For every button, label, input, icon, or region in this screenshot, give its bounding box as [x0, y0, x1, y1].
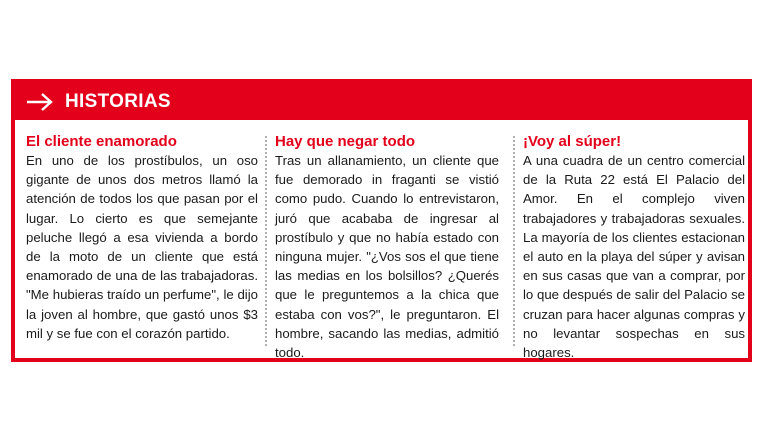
section-title: HISTORIAS: [65, 90, 171, 112]
story-title: El cliente enamorado: [26, 133, 177, 150]
story-columns: [15, 120, 748, 362]
section-header: [15, 83, 748, 120]
story-column: [26, 132, 258, 343]
story-body: A una cuadra de un centro comercial de la Ruta 22 está El Palacio del Amor. En el complejo viven trabajadores y trabajadoras sexuales. La mayoría de los clientes estacionan el auto en la playa del súper y avisan en sus casas que van a comprar, por lo que después de salir del Palacio se cruzan para hacer algunas compras y no levantar sospechas en sus hogares.: [523, 153, 745, 361]
story-body: En uno de los prostíbulos, un oso gigante de unos dos metros llamó la atención de todos los que pasan por el lugar. Lo cierto es que semejante peluche llegó a esa vivienda a bordo de la moto de un cliente que está enamorado de una de las trabajadoras. "Me hubieras traído un perfume", le dijo la joven al hombre, que gastó unos $3 mil y se fue con el corazón partido.: [26, 153, 258, 341]
story-title: ¡Voy al súper!: [523, 133, 622, 150]
column-divider: [265, 136, 267, 346]
story-body: Tras un allanamiento, un cliente que fue demorado in fraganti se vistió como pudo. Cuando lo entrevistaron, juró que acababa de ingresar al prostíbulo y que no había estado con ninguna mujer. "¿Vos sos el que tiene las medias en los bolsillos? ¿Querés que le preguntemos a la chica que estaba con vos?", le preguntaron. El hombre, sacando las medias, admitió todo.: [275, 153, 499, 361]
story-column: [275, 132, 499, 362]
column-divider: [513, 136, 515, 346]
historias-box: [11, 79, 752, 362]
story-column: [523, 132, 745, 362]
story-title: Hay que negar todo: [275, 133, 416, 150]
arrow-right-icon: [25, 91, 55, 113]
